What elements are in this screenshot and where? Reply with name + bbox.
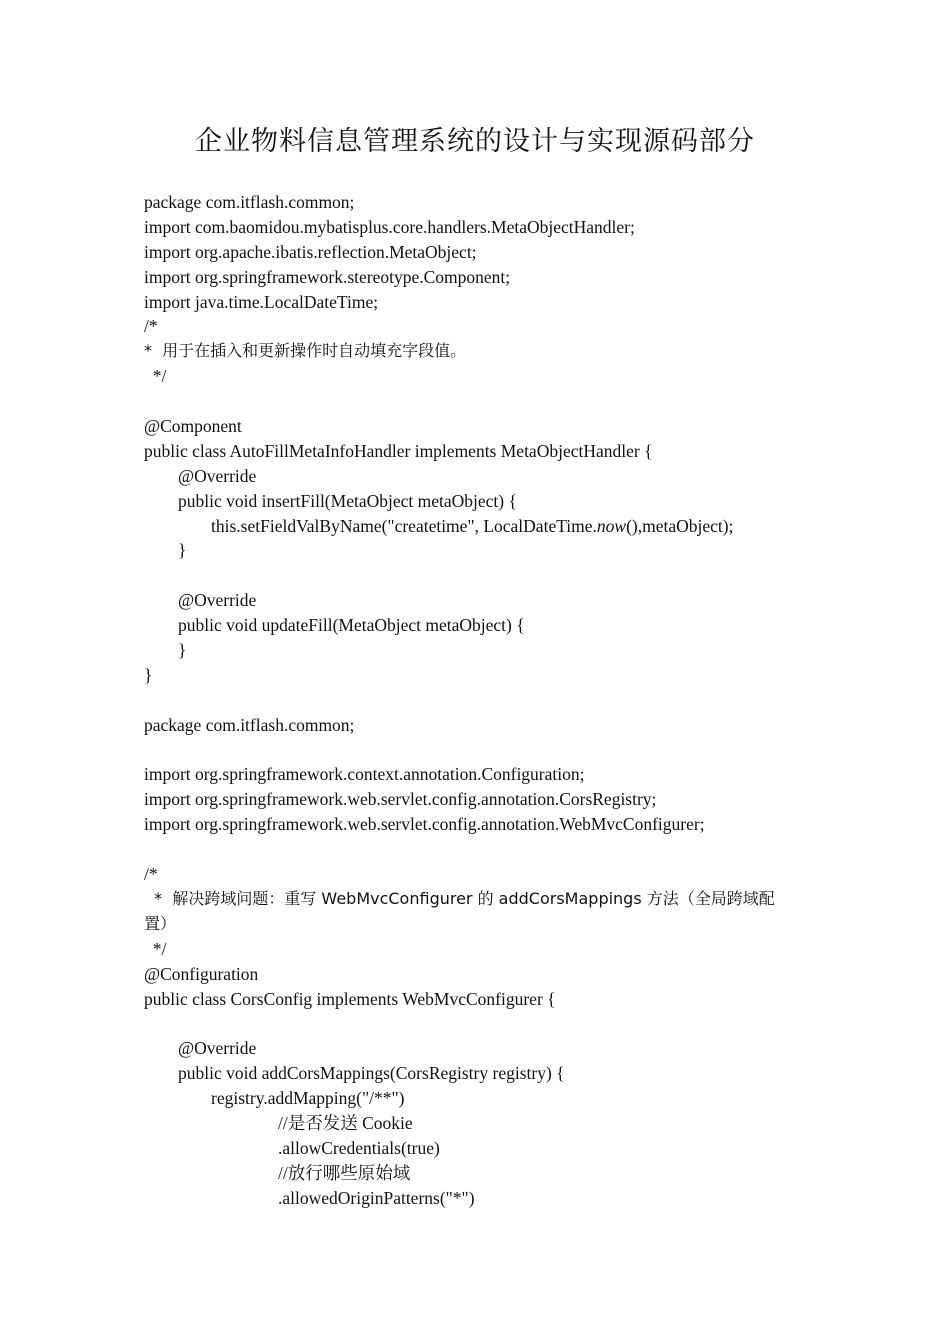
code-line: } [178,640,187,661]
code-comment-line: */ [144,366,167,387]
code-line: @Configuration [144,963,259,984]
code-line: @Component [144,416,242,437]
code-fragment-italic: now [596,515,627,536]
document-title: 企业物料信息管理系统的设计与实现源码部分 [195,126,755,157]
code-fragment: this.setFieldValByName("createtime", LocalDateTime. [211,515,597,536]
code-line: import org.springframework.web.servlet.config.annotation.WebMvcConfigurer; [144,814,705,835]
code-comment-line: * 解决跨域问题：重写 WebMvcConfigurer 的 addCorsMappings 方法（全局跨域配 [144,888,775,908]
code-line: package com.itflash.common; [144,192,355,212]
code-comment-line: /* [144,316,158,337]
blank-line [144,837,824,862]
code-line: } [144,664,153,685]
code-line: @Override [178,590,257,611]
blank-line [144,688,824,713]
code-line: import org.springframework.stereotype.Component; [144,266,511,287]
code-comment-line: 置） [144,913,177,933]
code-line [144,514,824,539]
blank-line [144,1011,824,1036]
code-line: .allowCredentials(true) [278,1137,440,1158]
code-comment-line: */ [144,938,167,959]
code-line: import org.apache.ibatis.reflection.MetaObject; [144,241,477,262]
code-line: import org.springframework.context.annotation.Configuration; [144,764,585,785]
code-line: import java.time.LocalDateTime; [144,291,379,312]
code-line: public void addCorsMappings(CorsRegistry registry) { [178,1063,565,1084]
code-line: registry.addMapping("/**") [211,1088,405,1109]
code-line: public class CorsConfig implements WebMvcConfigurer { [144,988,556,1009]
code-line: @Override [178,465,257,486]
code-line: public void insertFill(MetaObject metaObject) { [178,490,517,511]
code-line: @Override [178,1038,257,1059]
blank-line [144,389,824,414]
code-line: package com.itflash.common; [144,714,355,735]
code-line: } [178,540,187,561]
code-line: import com.baomidou.mybatisplus.core.handlers.MetaObjectHandler; [144,216,635,237]
code-comment-line: //是否发送 Cookie [278,1112,413,1133]
code-line: import org.springframework.web.servlet.config.annotation.CorsRegistry; [144,789,657,810]
code-fragment: (),metaObject); [626,515,734,536]
blank-line [144,738,824,763]
code-line: public void updateFill(MetaObject metaObject) { [178,615,525,636]
code-line: .allowedOriginPatterns("*") [278,1187,475,1208]
code-comment-line: /* [144,864,158,885]
blank-line [144,563,824,588]
source-code-block [144,190,824,1211]
code-line: public class AutoFillMetaInfoHandler implements MetaObjectHandler { [144,440,653,461]
code-comment-line: //放行哪些原始域 [278,1162,411,1183]
code-comment-line: * 用于在插入和更新操作时自动填充字段值。 [144,341,467,361]
